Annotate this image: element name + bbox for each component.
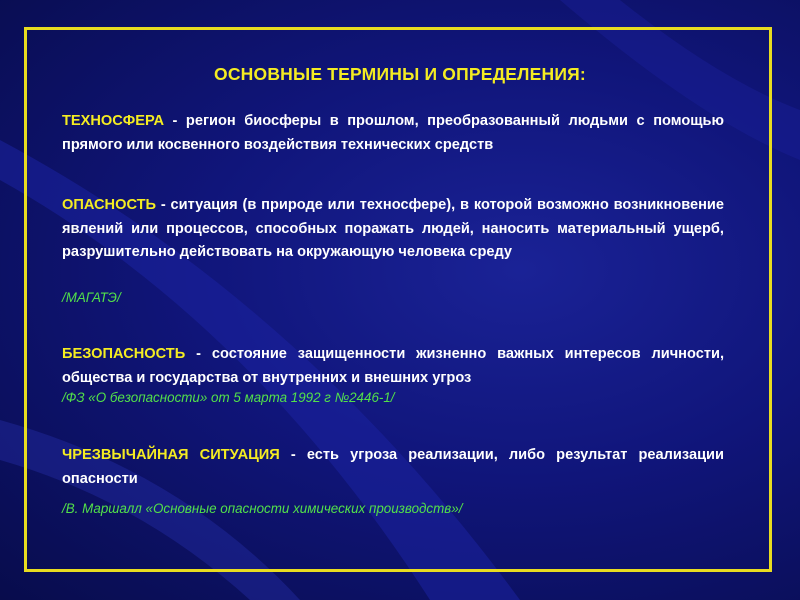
slide-title: ОСНОВНЫЕ ТЕРМИНЫ И ОПРЕДЕЛЕНИЯ: xyxy=(214,64,586,84)
definition-danger xyxy=(62,194,724,265)
source-safety: /ФЗ «О безопасности» от 5 марта 1992 г №2446-1/ xyxy=(62,390,395,405)
term-safety: БЕЗОПАСНОСТЬ xyxy=(62,346,186,362)
definition-text: - регион биосферы в прошлом, преобразованный людьми с помощью прямого или косвенного воздействия технических средств xyxy=(62,113,724,153)
definition-text: - ситуация (в природе или техносфере), в которой возможно возникновение явлений или процессов, способных поражать людей, наносить материальный ущерб, разрушительно действовать на окружающую человека среду xyxy=(62,197,724,260)
source-emergency: /В. Маршалл «Основные опасности химических производств»/ xyxy=(62,501,463,516)
term-danger: ОПАСНОСТЬ xyxy=(62,197,157,213)
definition-text: - есть угроза реализации, либо результат реализации опасности xyxy=(62,447,724,487)
definition-safety xyxy=(62,343,724,390)
term-emergency: ЧРЕЗВЫЧАЙНАЯ СИТУАЦИЯ xyxy=(62,447,280,463)
term-technosphere: ТЕХНОСФЕРА xyxy=(62,113,164,129)
definition-emergency xyxy=(62,444,724,491)
definition-technosphere xyxy=(62,110,724,157)
definition-text: - состояние защищенности жизненно важных интересов личности, общества и государства от внутренних и внешних угроз xyxy=(62,346,724,386)
source-danger: /МАГАТЭ/ xyxy=(62,290,121,305)
